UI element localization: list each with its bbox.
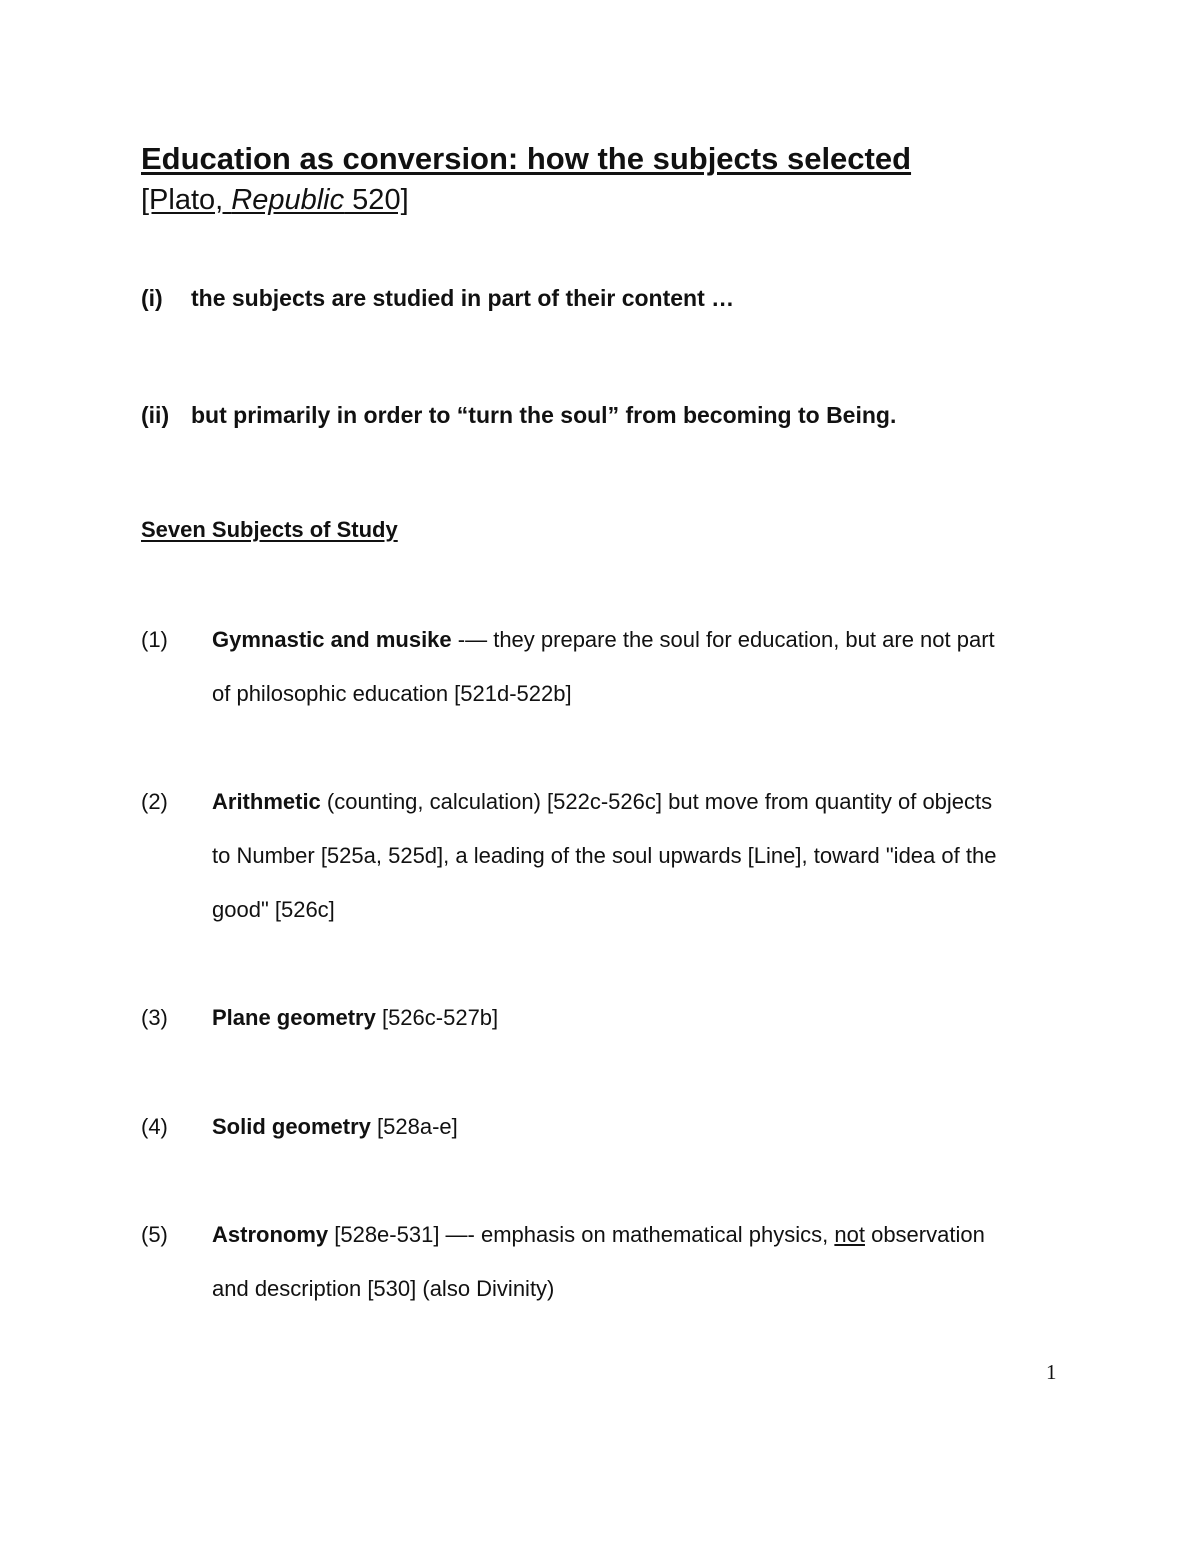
- underlined-word: not: [834, 1222, 865, 1247]
- document-title: Education as conversion: how the subjects selected: [141, 141, 912, 176]
- subject-line-3: good" [526c]: [212, 897, 335, 922]
- subject-name: Astronomy: [212, 1222, 329, 1247]
- point-i: [141, 285, 734, 312]
- subject-line-2: and description [530] (also Divinity): [212, 1276, 555, 1301]
- point-text: but primarily in order to “turn the soul” from becoming to Being.: [191, 402, 897, 428]
- point-label: (ii): [141, 402, 170, 428]
- citation-close: 520]: [344, 184, 409, 216]
- subject-line-2: to Number [525a, 525d], a leading of the soul upwards [Line], toward "idea of the: [212, 843, 997, 868]
- subject-line-1: Solid geometry [528a-e]: [212, 1114, 458, 1139]
- subject-name: Arithmetic: [212, 789, 321, 814]
- section-heading: Seven Subjects of Study: [141, 517, 398, 542]
- subject-line-1: Gymnastic and musike -— they prepare the soul for education, but are not part: [212, 627, 995, 652]
- subject-line-1: Astronomy [528e-531] —- emphasis on mathematical physics, not observation: [212, 1222, 985, 1247]
- point-ii: [141, 402, 896, 429]
- subject-number: (5): [141, 1222, 168, 1247]
- subject-number: (2): [141, 789, 168, 814]
- subject-name: Gymnastic and musike: [212, 627, 452, 652]
- citation-open: [Plato,: [141, 184, 232, 216]
- citation: [141, 184, 409, 217]
- subject-number: (4): [141, 1114, 168, 1139]
- subject-line-1: Arithmetic (counting, calculation) [522c-526c] but move from quantity of objects: [212, 789, 993, 814]
- subject-name: Plane geometry: [212, 1005, 376, 1030]
- point-text: the subjects are studied in part of their content …: [191, 285, 735, 311]
- subject-number: (1): [141, 627, 168, 652]
- subject-line-1: Plane geometry [526c-527b]: [212, 1005, 499, 1030]
- subject-number: (3): [141, 1005, 168, 1030]
- subject-name: Solid geometry: [212, 1114, 371, 1139]
- subject-line-2: of philosophic education [521d-522b]: [212, 681, 572, 706]
- point-label: (i): [141, 285, 163, 311]
- citation-work: Republic: [231, 184, 345, 216]
- page-number: 1: [1046, 1360, 1057, 1384]
